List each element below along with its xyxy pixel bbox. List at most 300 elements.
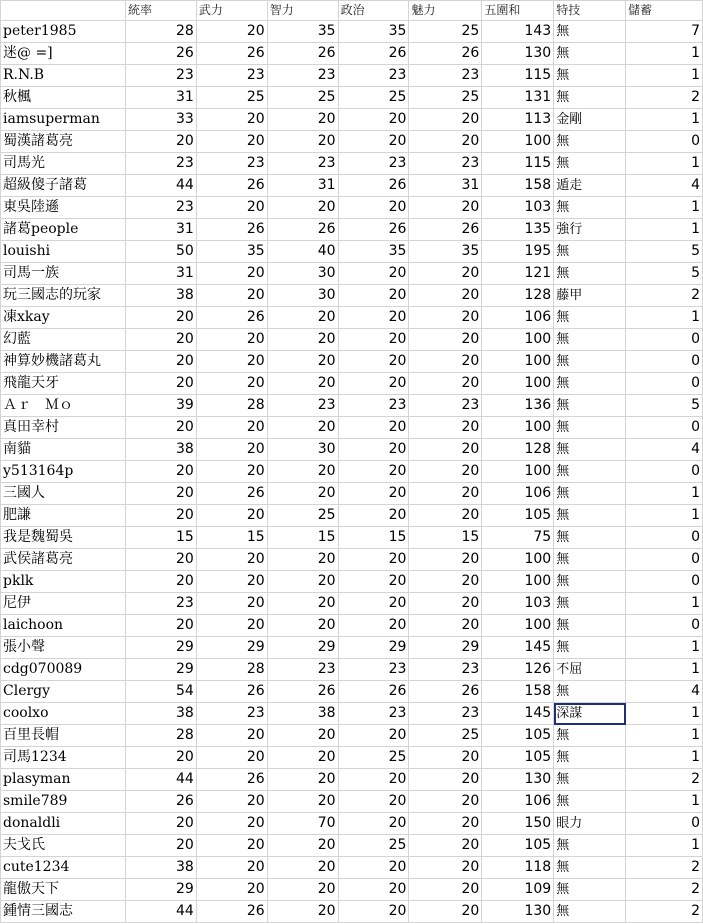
cell-politics[interactable]: 20 — [338, 461, 409, 483]
cell-strength[interactable]: 20 — [196, 879, 267, 901]
cell-strength[interactable]: 26 — [196, 681, 267, 703]
cell-savings[interactable]: 4 — [626, 175, 703, 197]
cell-savings[interactable]: 7 — [626, 21, 703, 43]
cell-intelligence[interactable]: 20 — [267, 329, 338, 351]
cell-skill[interactable]: 無 — [554, 769, 626, 791]
cell-total[interactable]: 130 — [482, 43, 554, 65]
cell-skill[interactable]: 無 — [554, 483, 626, 505]
cell-savings[interactable]: 0 — [626, 351, 703, 373]
cell-savings[interactable]: 2 — [626, 857, 703, 879]
cell-skill[interactable]: 無 — [554, 307, 626, 329]
cell-intelligence[interactable]: 20 — [267, 417, 338, 439]
cell-charm[interactable]: 20 — [409, 571, 482, 593]
cell-player-name[interactable]: 尼伊 — [1, 593, 126, 615]
cell-total[interactable]: 195 — [482, 241, 554, 263]
cell-total[interactable]: 100 — [482, 571, 554, 593]
cell-strength[interactable]: 20 — [196, 21, 267, 43]
cell-charm[interactable]: 20 — [409, 329, 482, 351]
cell-intelligence[interactable]: 29 — [267, 637, 338, 659]
cell-intelligence[interactable]: 26 — [267, 219, 338, 241]
cell-charm[interactable]: 29 — [409, 637, 482, 659]
cell-total[interactable]: 100 — [482, 461, 554, 483]
cell-skill[interactable]: 無 — [554, 527, 626, 549]
cell-skill[interactable]: 藤甲 — [554, 285, 626, 307]
cell-total[interactable]: 106 — [482, 791, 554, 813]
cell-total[interactable]: 131 — [482, 87, 554, 109]
cell-skill[interactable]: 無 — [554, 241, 626, 263]
cell-strength[interactable]: 20 — [196, 131, 267, 153]
cell-savings[interactable]: 1 — [626, 219, 703, 241]
cell-command[interactable]: 29 — [125, 637, 196, 659]
cell-savings[interactable]: 0 — [626, 461, 703, 483]
cell-player-name[interactable]: donaldli — [1, 813, 126, 835]
cell-savings[interactable]: 1 — [626, 835, 703, 857]
cell-command[interactable]: 20 — [125, 373, 196, 395]
cell-charm[interactable]: 20 — [409, 439, 482, 461]
cell-command[interactable]: 38 — [125, 857, 196, 879]
cell-savings[interactable]: 1 — [626, 703, 703, 725]
cell-strength[interactable]: 20 — [196, 571, 267, 593]
cell-charm[interactable]: 20 — [409, 263, 482, 285]
cell-strength[interactable]: 20 — [196, 549, 267, 571]
cell-player-name[interactable]: 真田幸村 — [1, 417, 126, 439]
cell-command[interactable]: 33 — [125, 109, 196, 131]
cell-politics[interactable]: 20 — [338, 263, 409, 285]
cell-charm[interactable]: 20 — [409, 285, 482, 307]
cell-skill[interactable]: 無 — [554, 197, 626, 219]
cell-total[interactable]: 105 — [482, 835, 554, 857]
cell-savings[interactable]: 4 — [626, 439, 703, 461]
cell-savings[interactable]: 1 — [626, 593, 703, 615]
cell-savings[interactable]: 0 — [626, 813, 703, 835]
cell-charm[interactable]: 20 — [409, 857, 482, 879]
cell-skill[interactable]: 無 — [554, 461, 626, 483]
cell-skill[interactable]: 無 — [554, 153, 626, 175]
cell-savings[interactable]: 0 — [626, 549, 703, 571]
cell-total[interactable]: 145 — [482, 703, 554, 725]
cell-player-name[interactable]: louishi — [1, 241, 126, 263]
cell-strength[interactable]: 26 — [196, 769, 267, 791]
column-header-skill[interactable]: 特技 — [554, 1, 626, 21]
cell-savings[interactable]: 1 — [626, 791, 703, 813]
cell-intelligence[interactable]: 20 — [267, 307, 338, 329]
cell-strength[interactable]: 20 — [196, 417, 267, 439]
cell-intelligence[interactable]: 25 — [267, 87, 338, 109]
cell-strength[interactable]: 26 — [196, 219, 267, 241]
cell-strength[interactable]: 20 — [196, 373, 267, 395]
cell-player-name[interactable]: Clergy — [1, 681, 126, 703]
cell-skill[interactable]: 無 — [554, 395, 626, 417]
cell-strength[interactable]: 20 — [196, 439, 267, 461]
column-header-intelligence[interactable]: 智力 — [267, 1, 338, 21]
cell-intelligence[interactable]: 26 — [267, 43, 338, 65]
cell-politics[interactable]: 20 — [338, 483, 409, 505]
cell-politics[interactable]: 20 — [338, 505, 409, 527]
cell-politics[interactable]: 25 — [338, 87, 409, 109]
cell-total[interactable]: 100 — [482, 615, 554, 637]
cell-skill[interactable]: 無 — [554, 901, 626, 923]
cell-charm[interactable]: 26 — [409, 681, 482, 703]
cell-total[interactable]: 106 — [482, 307, 554, 329]
cell-intelligence[interactable]: 30 — [267, 285, 338, 307]
cell-strength[interactable]: 26 — [196, 307, 267, 329]
cell-command[interactable]: 31 — [125, 263, 196, 285]
cell-politics[interactable]: 20 — [338, 285, 409, 307]
cell-skill[interactable]: 無 — [554, 725, 626, 747]
cell-intelligence[interactable]: 20 — [267, 791, 338, 813]
cell-player-name[interactable]: 蜀漢諸葛亮 — [1, 131, 126, 153]
cell-command[interactable]: 23 — [125, 593, 196, 615]
cell-savings[interactable]: 5 — [626, 263, 703, 285]
cell-total[interactable]: 115 — [482, 65, 554, 87]
cell-savings[interactable]: 2 — [626, 879, 703, 901]
cell-command[interactable]: 31 — [125, 219, 196, 241]
cell-savings[interactable]: 1 — [626, 483, 703, 505]
cell-player-name[interactable]: cdg070089 — [1, 659, 126, 681]
cell-charm[interactable]: 23 — [409, 153, 482, 175]
cell-savings[interactable]: 1 — [626, 153, 703, 175]
cell-politics[interactable]: 20 — [338, 791, 409, 813]
cell-politics[interactable]: 23 — [338, 659, 409, 681]
cell-total[interactable]: 103 — [482, 593, 554, 615]
cell-savings[interactable]: 1 — [626, 109, 703, 131]
cell-intelligence[interactable]: 20 — [267, 747, 338, 769]
cell-skill[interactable]: 無 — [554, 879, 626, 901]
cell-charm[interactable]: 20 — [409, 417, 482, 439]
cell-intelligence[interactable]: 70 — [267, 813, 338, 835]
cell-skill[interactable]: 無 — [554, 571, 626, 593]
cell-strength[interactable]: 20 — [196, 461, 267, 483]
cell-politics[interactable]: 20 — [338, 593, 409, 615]
cell-politics[interactable]: 20 — [338, 769, 409, 791]
cell-politics[interactable]: 20 — [338, 197, 409, 219]
cell-command[interactable]: 20 — [125, 747, 196, 769]
cell-player-name[interactable]: 武侯諸葛亮 — [1, 549, 126, 571]
cell-charm[interactable]: 20 — [409, 307, 482, 329]
cell-intelligence[interactable]: 30 — [267, 439, 338, 461]
cell-player-name[interactable]: 龍傲天下 — [1, 879, 126, 901]
cell-player-name[interactable]: 司馬1234 — [1, 747, 126, 769]
column-header-strength[interactable]: 武力 — [196, 1, 267, 21]
cell-command[interactable]: 38 — [125, 703, 196, 725]
cell-skill[interactable]: 無 — [554, 593, 626, 615]
cell-intelligence[interactable]: 20 — [267, 835, 338, 857]
cell-intelligence[interactable]: 20 — [267, 461, 338, 483]
cell-total[interactable]: 100 — [482, 549, 554, 571]
cell-skill[interactable]: 無 — [554, 835, 626, 857]
cell-total[interactable]: 143 — [482, 21, 554, 43]
column-header-charm[interactable]: 魅力 — [409, 1, 482, 21]
cell-player-name[interactable]: 超級傻子諸葛 — [1, 175, 126, 197]
cell-strength[interactable]: 26 — [196, 43, 267, 65]
cell-player-name[interactable]: 迷@ =] — [1, 43, 126, 65]
cell-intelligence[interactable]: 40 — [267, 241, 338, 263]
cell-skill[interactable]: 無 — [554, 329, 626, 351]
cell-total[interactable]: 106 — [482, 483, 554, 505]
cell-total[interactable]: 121 — [482, 263, 554, 285]
cell-charm[interactable]: 26 — [409, 43, 482, 65]
cell-command[interactable]: 39 — [125, 395, 196, 417]
cell-intelligence[interactable]: 20 — [267, 197, 338, 219]
cell-strength[interactable]: 20 — [196, 109, 267, 131]
cell-politics[interactable]: 35 — [338, 241, 409, 263]
cell-charm[interactable]: 20 — [409, 351, 482, 373]
cell-politics[interactable]: 20 — [338, 549, 409, 571]
cell-charm[interactable]: 25 — [409, 21, 482, 43]
cell-charm[interactable]: 15 — [409, 527, 482, 549]
cell-command[interactable]: 38 — [125, 285, 196, 307]
cell-intelligence[interactable]: 23 — [267, 153, 338, 175]
cell-command[interactable]: 20 — [125, 835, 196, 857]
column-header-total[interactable]: 五圍和 — [482, 1, 554, 21]
cell-total[interactable]: 158 — [482, 681, 554, 703]
cell-command[interactable]: 20 — [125, 131, 196, 153]
cell-strength[interactable]: 20 — [196, 351, 267, 373]
cell-politics[interactable]: 20 — [338, 109, 409, 131]
cell-strength[interactable]: 29 — [196, 637, 267, 659]
cell-skill[interactable]: 無 — [554, 373, 626, 395]
cell-command[interactable]: 20 — [125, 813, 196, 835]
cell-total[interactable]: 130 — [482, 769, 554, 791]
cell-command[interactable]: 50 — [125, 241, 196, 263]
cell-command[interactable]: 20 — [125, 549, 196, 571]
cell-intelligence[interactable]: 20 — [267, 373, 338, 395]
cell-command[interactable]: 29 — [125, 659, 196, 681]
cell-savings[interactable]: 0 — [626, 571, 703, 593]
cell-intelligence[interactable]: 20 — [267, 615, 338, 637]
cell-command[interactable]: 44 — [125, 901, 196, 923]
cell-player-name[interactable]: R.N.B — [1, 65, 126, 87]
cell-politics[interactable]: 20 — [338, 571, 409, 593]
cell-politics[interactable]: 26 — [338, 43, 409, 65]
cell-skill[interactable]: 金剛 — [554, 109, 626, 131]
cell-intelligence[interactable]: 20 — [267, 879, 338, 901]
cell-charm[interactable]: 23 — [409, 395, 482, 417]
cell-savings[interactable]: 2 — [626, 285, 703, 307]
cell-politics[interactable]: 20 — [338, 857, 409, 879]
cell-intelligence[interactable]: 35 — [267, 21, 338, 43]
cell-politics[interactable]: 20 — [338, 329, 409, 351]
cell-total[interactable]: 130 — [482, 901, 554, 923]
cell-player-name[interactable]: 秋楓 — [1, 87, 126, 109]
cell-politics[interactable]: 15 — [338, 527, 409, 549]
cell-skill[interactable]: 眼力 — [554, 813, 626, 835]
cell-intelligence[interactable]: 20 — [267, 901, 338, 923]
cell-politics[interactable]: 26 — [338, 681, 409, 703]
cell-strength[interactable]: 26 — [196, 483, 267, 505]
cell-skill[interactable]: 無 — [554, 637, 626, 659]
cell-total[interactable]: 109 — [482, 879, 554, 901]
cell-player-name[interactable]: 張小聲 — [1, 637, 126, 659]
cell-total[interactable]: 158 — [482, 175, 554, 197]
cell-charm[interactable]: 20 — [409, 109, 482, 131]
cell-politics[interactable]: 23 — [338, 703, 409, 725]
cell-command[interactable]: 20 — [125, 571, 196, 593]
cell-politics[interactable]: 20 — [338, 439, 409, 461]
cell-savings[interactable]: 2 — [626, 87, 703, 109]
cell-player-name[interactable]: y513164p — [1, 461, 126, 483]
cell-charm[interactable]: 23 — [409, 703, 482, 725]
cell-strength[interactable]: 15 — [196, 527, 267, 549]
cell-intelligence[interactable]: 20 — [267, 483, 338, 505]
cell-intelligence[interactable]: 20 — [267, 857, 338, 879]
cell-command[interactable]: 23 — [125, 65, 196, 87]
cell-politics[interactable]: 35 — [338, 21, 409, 43]
cell-savings[interactable]: 1 — [626, 747, 703, 769]
cell-player-name[interactable]: 司馬一族 — [1, 263, 126, 285]
cell-skill[interactable]: 無 — [554, 791, 626, 813]
cell-savings[interactable]: 5 — [626, 395, 703, 417]
cell-politics[interactable]: 20 — [338, 417, 409, 439]
cell-strength[interactable]: 20 — [196, 329, 267, 351]
cell-politics[interactable]: 23 — [338, 153, 409, 175]
cell-strength[interactable]: 20 — [196, 725, 267, 747]
cell-charm[interactable]: 20 — [409, 791, 482, 813]
cell-player-name[interactable]: 幻藍 — [1, 329, 126, 351]
cell-intelligence[interactable]: 20 — [267, 769, 338, 791]
cell-strength[interactable]: 25 — [196, 87, 267, 109]
cell-politics[interactable]: 23 — [338, 65, 409, 87]
cell-charm[interactable]: 23 — [409, 659, 482, 681]
cell-strength[interactable]: 26 — [196, 901, 267, 923]
cell-charm[interactable]: 35 — [409, 241, 482, 263]
cell-charm[interactable]: 20 — [409, 197, 482, 219]
cell-command[interactable]: 20 — [125, 483, 196, 505]
column-header-player-name[interactable] — [1, 1, 126, 21]
cell-command[interactable]: 23 — [125, 197, 196, 219]
cell-savings[interactable]: 1 — [626, 505, 703, 527]
cell-strength[interactable]: 23 — [196, 65, 267, 87]
cell-politics[interactable]: 25 — [338, 835, 409, 857]
cell-command[interactable]: 20 — [125, 307, 196, 329]
cell-savings[interactable]: 1 — [626, 197, 703, 219]
cell-player-name[interactable]: 司馬光 — [1, 153, 126, 175]
cell-politics[interactable]: 20 — [338, 879, 409, 901]
cell-skill[interactable]: 無 — [554, 263, 626, 285]
cell-savings[interactable]: 1 — [626, 725, 703, 747]
cell-skill[interactable]: 無 — [554, 615, 626, 637]
cell-player-name[interactable]: smile789 — [1, 791, 126, 813]
cell-charm[interactable]: 20 — [409, 813, 482, 835]
cell-total[interactable]: 100 — [482, 131, 554, 153]
cell-savings[interactable]: 0 — [626, 527, 703, 549]
cell-strength[interactable]: 23 — [196, 153, 267, 175]
cell-command[interactable]: 20 — [125, 615, 196, 637]
cell-charm[interactable]: 20 — [409, 769, 482, 791]
cell-skill[interactable]: 無 — [554, 351, 626, 373]
cell-intelligence[interactable]: 20 — [267, 131, 338, 153]
cell-player-name[interactable]: coolxo — [1, 703, 126, 725]
cell-total[interactable]: 115 — [482, 153, 554, 175]
cell-savings[interactable]: 0 — [626, 131, 703, 153]
cell-player-name[interactable]: laichoon — [1, 615, 126, 637]
cell-command[interactable]: 29 — [125, 879, 196, 901]
cell-player-name[interactable]: 百里長帽 — [1, 725, 126, 747]
cell-player-name[interactable]: 三國人 — [1, 483, 126, 505]
cell-total[interactable]: 103 — [482, 197, 554, 219]
cell-charm[interactable]: 20 — [409, 483, 482, 505]
cell-command[interactable]: 20 — [125, 461, 196, 483]
cell-skill[interactable]: 無 — [554, 439, 626, 461]
column-header-command[interactable]: 統率 — [125, 1, 196, 21]
cell-charm[interactable]: 20 — [409, 835, 482, 857]
cell-intelligence[interactable]: 20 — [267, 109, 338, 131]
cell-player-name[interactable]: cute1234 — [1, 857, 126, 879]
cell-player-name[interactable]: 東吳陸遜 — [1, 197, 126, 219]
cell-total[interactable]: 105 — [482, 747, 554, 769]
cell-total[interactable]: 100 — [482, 373, 554, 395]
cell-charm[interactable]: 20 — [409, 461, 482, 483]
cell-player-name[interactable]: 肥謙 — [1, 505, 126, 527]
cell-skill[interactable]: 無 — [554, 549, 626, 571]
cell-strength[interactable]: 20 — [196, 615, 267, 637]
cell-strength[interactable]: 20 — [196, 813, 267, 835]
cell-politics[interactable]: 29 — [338, 637, 409, 659]
cell-command[interactable]: 28 — [125, 21, 196, 43]
cell-intelligence[interactable]: 38 — [267, 703, 338, 725]
cell-command[interactable]: 20 — [125, 417, 196, 439]
cell-politics[interactable]: 20 — [338, 351, 409, 373]
cell-skill[interactable]: 無 — [554, 857, 626, 879]
cell-player-name[interactable]: peter1985 — [1, 21, 126, 43]
cell-skill[interactable]: 無 — [554, 131, 626, 153]
cell-intelligence[interactable]: 20 — [267, 593, 338, 615]
cell-savings[interactable]: 1 — [626, 637, 703, 659]
cell-charm[interactable]: 25 — [409, 725, 482, 747]
cell-intelligence[interactable]: 20 — [267, 571, 338, 593]
cell-total[interactable]: 75 — [482, 527, 554, 549]
cell-player-name[interactable]: 諸葛people — [1, 219, 126, 241]
cell-total[interactable]: 136 — [482, 395, 554, 417]
cell-politics[interactable]: 20 — [338, 373, 409, 395]
cell-total[interactable]: 100 — [482, 351, 554, 373]
cell-total[interactable]: 150 — [482, 813, 554, 835]
cell-intelligence[interactable]: 15 — [267, 527, 338, 549]
cell-strength[interactable]: 20 — [196, 263, 267, 285]
column-header-politics[interactable]: 政治 — [338, 1, 409, 21]
cell-player-name[interactable]: iamsuperman — [1, 109, 126, 131]
cell-intelligence[interactable]: 26 — [267, 681, 338, 703]
cell-player-name[interactable]: 玩三國志的玩家 — [1, 285, 126, 307]
cell-command[interactable]: 38 — [125, 439, 196, 461]
cell-command[interactable]: 54 — [125, 681, 196, 703]
cell-total[interactable]: 128 — [482, 285, 554, 307]
cell-savings[interactable]: 5 — [626, 241, 703, 263]
cell-strength[interactable]: 26 — [196, 175, 267, 197]
cell-savings[interactable]: 0 — [626, 417, 703, 439]
cell-strength[interactable]: 20 — [196, 593, 267, 615]
cell-charm[interactable]: 20 — [409, 505, 482, 527]
cell-politics[interactable]: 20 — [338, 813, 409, 835]
cell-savings[interactable]: 1 — [626, 65, 703, 87]
cell-command[interactable]: 28 — [125, 725, 196, 747]
cell-savings[interactable]: 2 — [626, 901, 703, 923]
cell-politics[interactable]: 20 — [338, 615, 409, 637]
cell-player-name[interactable]: 夫戈氏 — [1, 835, 126, 857]
cell-skill[interactable]: 不屈 — [554, 659, 626, 681]
cell-intelligence[interactable]: 20 — [267, 351, 338, 373]
cell-politics[interactable]: 20 — [338, 725, 409, 747]
cell-savings[interactable]: 4 — [626, 681, 703, 703]
cell-strength[interactable]: 23 — [196, 703, 267, 725]
cell-player-name[interactable]: pklk — [1, 571, 126, 593]
cell-politics[interactable]: 25 — [338, 747, 409, 769]
cell-charm[interactable]: 23 — [409, 65, 482, 87]
cell-intelligence[interactable]: 31 — [267, 175, 338, 197]
cell-total[interactable]: 100 — [482, 329, 554, 351]
cell-politics[interactable]: 23 — [338, 395, 409, 417]
cell-skill[interactable]: 無 — [554, 505, 626, 527]
